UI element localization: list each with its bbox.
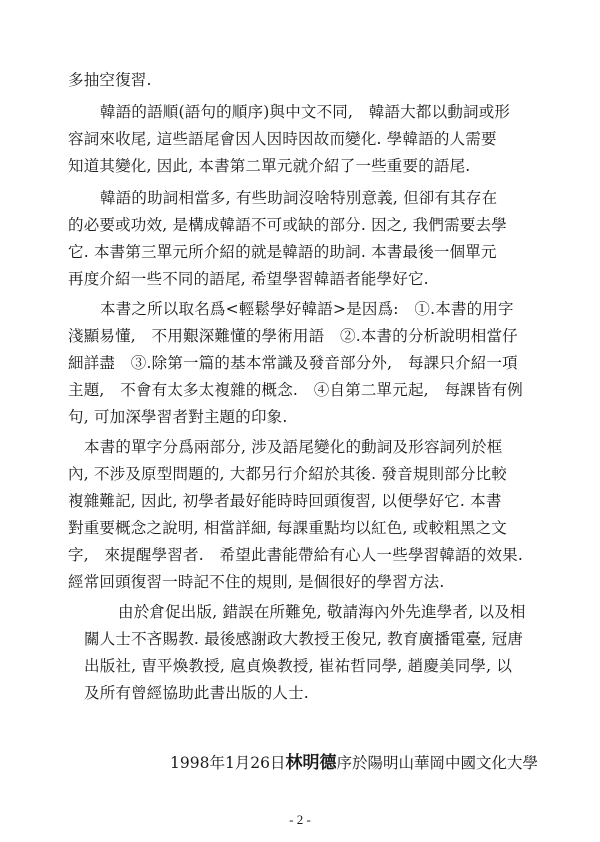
signature-name: 林明德 (285, 753, 337, 773)
page-number: - 2 - (289, 812, 311, 827)
text-line: 複雜難記, 因此, 初學者最好能時時回頭復習, 以便學好它. 本書 (68, 492, 502, 510)
text-line: 知道其變化, 因此, 本書第二單元就介紹了一些重要的語尾. (68, 157, 471, 175)
text-line: 及所有曾經協助此書出版的人士. (84, 684, 309, 702)
text-line: 韓語的語順(語句的順序)與中文不同, 韓語大都以動詞或形 (100, 103, 511, 121)
text-line: 細詳盡 ③.除第一篇的基本常識及發音部分外, 每課只介紹一項 (68, 354, 518, 372)
text-line: 容詞來收尾, 這些語尾會因人因時因故而變化. 學韓語的人需要 (68, 130, 497, 148)
text-line: 本書的單字分爲兩部分, 涉及語尾變化的動詞及形容詞列於框 (84, 438, 503, 456)
text-line: 主題, 不會有太多太複雜的概念. ④自第二單元起, 每課皆有例 (68, 381, 523, 399)
text-line: 再度介紹一些不同的語尾, 希望學習韓語者能學好它. (68, 270, 429, 288)
text-line: 字, 來提醒學習者. 希望此書能帶給有心人一些學習韓語的效果. (68, 546, 523, 564)
text-line: 韓語的助詞相當多, 有些助詞沒啥特別意義, 但卻有其存在 (100, 189, 498, 207)
text-line: 多抽空復習. (68, 71, 152, 89)
text-line: 由於倉促出版, 錯誤在所難免, 敬請海內外先進學者, 以及相 (118, 603, 526, 621)
text-line: 本書之所以取名爲<輕鬆學好韓語>是因爲: ①.本書的用字 (100, 300, 514, 318)
text-line: 句, 可加深學習者對主題的印象. (68, 408, 288, 426)
text-line: 對重要概念之說明, 相當詳細, 每課重點均以紅色, 或較粗黑之文 (68, 519, 507, 537)
text-line: 關人士不吝賜教. 最後感謝政大教授王俊兄, 教育廣播電臺, 冠唐 (84, 630, 523, 648)
signature-date: 1998年1月26日 (170, 754, 286, 772)
text-line: 出版社, 曺平煥教授, 扈貞煥教授, 崔祐哲同學, 趙慶美同學, 以 (84, 657, 513, 675)
text-line: 的必要或功效, 是構成韓語不可或缺的部分. 因之, 我們需要去學 (68, 216, 507, 234)
signature-suffix: 序於陽明山華岡中國文化大學 (336, 754, 539, 772)
text-line: 內, 不涉及原型問題的, 大都另行介紹於其後. 發音規則部分比較 (68, 465, 507, 483)
text-line: 經常回頭復習一時記不住的規則, 是個很好的學習方法. (68, 573, 445, 591)
text-line: 它. 本書第三單元所介紹的就是韓語的助詞. 本書最後一個單元 (68, 243, 497, 261)
signature-line (170, 748, 538, 773)
text-line: 淺顯易懂, 不用艱深難懂的學術用語 ②.本書的分析說明相當仔 (68, 327, 518, 345)
